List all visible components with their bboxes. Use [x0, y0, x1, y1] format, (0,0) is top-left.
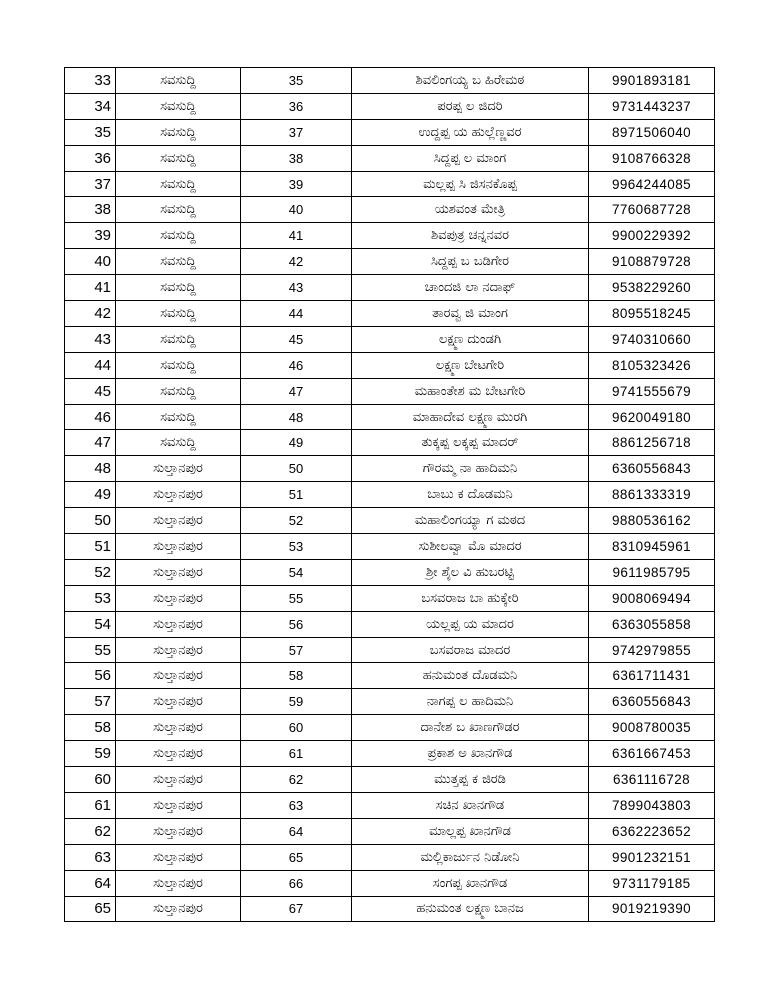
table-row — [65, 197, 715, 223]
serial-number-cell: 39 — [65, 223, 116, 249]
person-name-cell: ಲಕ್ಷ್ಮಣ ದುಂಡಗಿ — [352, 326, 589, 352]
serial-number-cell: 44 — [65, 352, 116, 378]
serial-number-cell: 35 — [65, 119, 116, 145]
entry-number-cell: 65 — [241, 844, 352, 870]
phone-number-cell: 9620049180 — [589, 404, 715, 430]
entry-number-cell: 63 — [241, 792, 352, 818]
person-name-cell: ಹನುಮಂತ ದೊಡಮನಿ — [352, 663, 589, 689]
phone-number-cell: 6361116728 — [589, 767, 715, 793]
table-row — [65, 611, 715, 637]
phone-number-cell: 9741555679 — [589, 378, 715, 404]
phone-number-cell: 8861333319 — [589, 482, 715, 508]
phone-number-cell: 9900229392 — [589, 223, 715, 249]
village-cell: ಸವಸುದ್ದಿ — [116, 275, 241, 301]
entry-number-cell: 56 — [241, 611, 352, 637]
beneficiary-table — [64, 67, 715, 922]
table-row — [65, 792, 715, 818]
person-name-cell: ಮಹಾಲಿಂಗಯ್ಯಾ ಗ ಮಠದ — [352, 508, 589, 534]
table-row — [65, 68, 715, 94]
entry-number-cell: 54 — [241, 559, 352, 585]
phone-number-cell: 9731179185 — [589, 870, 715, 896]
table-row — [65, 404, 715, 430]
person-name-cell: ಸಿದ್ದಪ್ಪ ಲ ಮಾಂಗ — [352, 145, 589, 171]
village-cell: ಸವಸುದ್ದಿ — [116, 430, 241, 456]
phone-number-cell: 8310945961 — [589, 534, 715, 560]
person-name-cell: ಬಸವರಾಜ ಮಾದರ — [352, 637, 589, 663]
table-row — [65, 352, 715, 378]
village-cell: ಸವಸುದ್ದಿ — [116, 326, 241, 352]
village-cell: ಸುಲ್ತಾನಪುರ — [116, 508, 241, 534]
entry-number-cell: 59 — [241, 689, 352, 715]
village-cell: ಸುಲ್ತಾನಪುರ — [116, 456, 241, 482]
person-name-cell: ಬಾಬು ಕ ದೊಡಮನಿ — [352, 482, 589, 508]
entry-number-cell: 44 — [241, 301, 352, 327]
table-row — [65, 896, 715, 922]
phone-number-cell: 6362223652 — [589, 818, 715, 844]
table-row — [65, 249, 715, 275]
phone-number-cell: 8105323426 — [589, 352, 715, 378]
village-cell: ಸುಲ್ತಾನಪುರ — [116, 844, 241, 870]
phone-number-cell: 6360556843 — [589, 456, 715, 482]
phone-number-cell: 8971506040 — [589, 119, 715, 145]
entry-number-cell: 48 — [241, 404, 352, 430]
serial-number-cell: 49 — [65, 482, 116, 508]
person-name-cell: ತಾರವ್ವ ಜಿ ಮಾಂಗ — [352, 301, 589, 327]
table-row — [65, 378, 715, 404]
serial-number-cell: 43 — [65, 326, 116, 352]
serial-number-cell: 42 — [65, 301, 116, 327]
serial-number-cell: 51 — [65, 534, 116, 560]
phone-number-cell: 9008069494 — [589, 585, 715, 611]
phone-number-cell: 6361711431 — [589, 663, 715, 689]
entry-number-cell: 39 — [241, 171, 352, 197]
person-name-cell: ಪ್ರಕಾಶ ಅ ಖಾನಗೌಡ — [352, 741, 589, 767]
serial-number-cell: 59 — [65, 741, 116, 767]
entry-number-cell: 43 — [241, 275, 352, 301]
entry-number-cell: 62 — [241, 767, 352, 793]
phone-number-cell: 6363055858 — [589, 611, 715, 637]
village-cell: ಸವಸುದ್ದಿ — [116, 119, 241, 145]
person-name-cell: ಶಿವಲಿಂಗಯ್ಯ ಬ ಹಿರೇಮಠ — [352, 68, 589, 94]
table-row — [65, 818, 715, 844]
phone-number-cell: 9731443237 — [589, 93, 715, 119]
phone-number-cell: 9611985795 — [589, 559, 715, 585]
phone-number-cell: 9742979855 — [589, 637, 715, 663]
phone-number-cell: 7899043803 — [589, 792, 715, 818]
entry-number-cell: 61 — [241, 741, 352, 767]
serial-number-cell: 54 — [65, 611, 116, 637]
village-cell: ಸುಲ್ತಾನಪುರ — [116, 870, 241, 896]
phone-number-cell: 9108879728 — [589, 249, 715, 275]
entry-number-cell: 60 — [241, 715, 352, 741]
serial-number-cell: 58 — [65, 715, 116, 741]
entry-number-cell: 50 — [241, 456, 352, 482]
serial-number-cell: 55 — [65, 637, 116, 663]
village-cell: ಸುಲ್ತಾನಪುರ — [116, 482, 241, 508]
table-row — [65, 275, 715, 301]
person-name-cell: ಮಲ್ಲಪ್ಪ ಸಿ ಜಿಸನಕೊಪ್ಪ — [352, 171, 589, 197]
serial-number-cell: 36 — [65, 145, 116, 171]
table-row — [65, 844, 715, 870]
serial-number-cell: 34 — [65, 93, 116, 119]
table-row — [65, 119, 715, 145]
person-name-cell: ಮಾಹಾದೇವ ಲಕ್ಷ್ಮಣ ಮುರಗಿ — [352, 404, 589, 430]
village-cell: ಸುಲ್ತಾನಪುರ — [116, 611, 241, 637]
table-row — [65, 767, 715, 793]
village-cell: ಸುಲ್ತಾನಪುರ — [116, 534, 241, 560]
village-cell: ಸವಸುದ್ದಿ — [116, 145, 241, 171]
table-row — [65, 663, 715, 689]
table-row — [65, 689, 715, 715]
table-body — [65, 68, 715, 922]
entry-number-cell: 46 — [241, 352, 352, 378]
entry-number-cell: 55 — [241, 585, 352, 611]
entry-number-cell: 49 — [241, 430, 352, 456]
entry-number-cell: 40 — [241, 197, 352, 223]
village-cell: ಸುಲ್ತಾನಪುರ — [116, 637, 241, 663]
person-name-cell: ಸಚಿನ ಖಾನಗೌಡ — [352, 792, 589, 818]
person-name-cell: ಚಾಂದಜಿ ಲಾ ನದಾಫ್ — [352, 275, 589, 301]
person-name-cell: ಪರಪ್ಪ ಲ ಜಿದರಿ — [352, 93, 589, 119]
village-cell: ಸವಸುದ್ದಿ — [116, 171, 241, 197]
village-cell: ಸವಸುದ್ದಿ — [116, 378, 241, 404]
entry-number-cell: 45 — [241, 326, 352, 352]
table-row — [65, 430, 715, 456]
serial-number-cell: 65 — [65, 896, 116, 922]
phone-number-cell: 9964244085 — [589, 171, 715, 197]
phone-number-cell: 9008780035 — [589, 715, 715, 741]
table-row — [65, 482, 715, 508]
person-name-cell: ಶ್ರೀ ಶೈಲ ವಿ ಹುಬರಟ್ಟಿ — [352, 559, 589, 585]
person-name-cell: ಸುಶೀಲವ್ವಾ ಮೊ ಮಾದರ — [352, 534, 589, 560]
entry-number-cell: 64 — [241, 818, 352, 844]
person-name-cell: ಸಂಗಪ್ಪ ಖಾನಗೌಡ — [352, 870, 589, 896]
village-cell: ಸವಸುದ್ದಿ — [116, 223, 241, 249]
table-row — [65, 870, 715, 896]
village-cell: ಸುಲ್ತಾನಪುರ — [116, 559, 241, 585]
person-name-cell: ಮಹಾಂತೇಶ ಮ ಬೇಟಗೇರಿ — [352, 378, 589, 404]
entry-number-cell: 67 — [241, 896, 352, 922]
serial-number-cell: 38 — [65, 197, 116, 223]
person-name-cell: ಶಿವಪುತ್ರ ಚನ್ನನವರ — [352, 223, 589, 249]
phone-number-cell: 7760687728 — [589, 197, 715, 223]
serial-number-cell: 40 — [65, 249, 116, 275]
table-row — [65, 145, 715, 171]
person-name-cell: ಮುತ್ತಪ್ಪ ಕ ಜಿರಡಿ — [352, 767, 589, 793]
person-name-cell: ಗೌರಮ್ಮ ನಾ ಹಾದಿಮನಿ — [352, 456, 589, 482]
entry-number-cell: 53 — [241, 534, 352, 560]
village-cell: ಸುಲ್ತಾನಪುರ — [116, 741, 241, 767]
serial-number-cell: 52 — [65, 559, 116, 585]
serial-number-cell: 50 — [65, 508, 116, 534]
person-name-cell: ನಾಗಪ್ಪ ಲ ಹಾದಿಮನಿ — [352, 689, 589, 715]
entry-number-cell: 51 — [241, 482, 352, 508]
village-cell: ಸವಸುದ್ದಿ — [116, 249, 241, 275]
phone-number-cell: 8861256718 — [589, 430, 715, 456]
village-cell: ಸವಸುದ್ದಿ — [116, 68, 241, 94]
phone-number-cell: 9740310660 — [589, 326, 715, 352]
table-row — [65, 171, 715, 197]
table-row — [65, 456, 715, 482]
person-name-cell: ಹನುಮಂತ ಲಕ್ಷ್ಮಣ ಬಾನಜ — [352, 896, 589, 922]
person-name-cell: ಸಿದ್ದಪ್ಪ ಬ ಬಡಿಗೇರ — [352, 249, 589, 275]
entry-number-cell: 36 — [241, 93, 352, 119]
table-row — [65, 534, 715, 560]
village-cell: ಸವಸುದ್ದಿ — [116, 93, 241, 119]
entry-number-cell: 52 — [241, 508, 352, 534]
table-row — [65, 508, 715, 534]
phone-number-cell: 6360556843 — [589, 689, 715, 715]
serial-number-cell: 62 — [65, 818, 116, 844]
table-row — [65, 637, 715, 663]
serial-number-cell: 45 — [65, 378, 116, 404]
entry-number-cell: 35 — [241, 68, 352, 94]
entry-number-cell: 38 — [241, 145, 352, 171]
entry-number-cell: 42 — [241, 249, 352, 275]
serial-number-cell: 33 — [65, 68, 116, 94]
entry-number-cell: 47 — [241, 378, 352, 404]
phone-number-cell: 9901893181 — [589, 68, 715, 94]
village-cell: ಸುಲ್ತಾನಪುರ — [116, 896, 241, 922]
village-cell: ಸುಲ್ತಾನಪುರ — [116, 792, 241, 818]
serial-number-cell: 61 — [65, 792, 116, 818]
serial-number-cell: 60 — [65, 767, 116, 793]
village-cell: ಸುಲ್ತಾನಪುರ — [116, 818, 241, 844]
village-cell: ಸುಲ್ತಾನಪುರ — [116, 689, 241, 715]
village-cell: ಸುಲ್ತಾನಪುರ — [116, 663, 241, 689]
village-cell: ಸವಸುದ್ದಿ — [116, 301, 241, 327]
phone-number-cell: 9901232151 — [589, 844, 715, 870]
serial-number-cell: 57 — [65, 689, 116, 715]
entry-number-cell: 58 — [241, 663, 352, 689]
serial-number-cell: 53 — [65, 585, 116, 611]
phone-number-cell: 9880536162 — [589, 508, 715, 534]
serial-number-cell: 56 — [65, 663, 116, 689]
table-row — [65, 741, 715, 767]
serial-number-cell: 63 — [65, 844, 116, 870]
person-name-cell: ತುಕ್ಕಪ್ಪ ಲಕ್ಕಪ್ಪ ಮಾದರ್ — [352, 430, 589, 456]
person-name-cell: ಉದ್ದಪ್ಪ ಯ ಹುಲ್ಲೆಣ್ಣವರ — [352, 119, 589, 145]
person-name-cell: ಯಲ್ಲಪ್ಪ ಯ ಮಾದರ — [352, 611, 589, 637]
phone-number-cell: 9019219390 — [589, 896, 715, 922]
village-cell: ಸುಲ್ತಾನಪುರ — [116, 767, 241, 793]
person-name-cell: ದಾನೇಶ ಬ ಖಾಣಗೌಡರ — [352, 715, 589, 741]
table-row — [65, 93, 715, 119]
serial-number-cell: 46 — [65, 404, 116, 430]
person-name-cell: ಬಸವರಾಜ ಬಾ ಹುಕ್ಕೇರಿ — [352, 585, 589, 611]
table-row — [65, 715, 715, 741]
entry-number-cell: 66 — [241, 870, 352, 896]
table-row — [65, 585, 715, 611]
serial-number-cell: 64 — [65, 870, 116, 896]
table-row — [65, 326, 715, 352]
table-row — [65, 559, 715, 585]
village-cell: ಸುಲ್ತಾನಪುರ — [116, 715, 241, 741]
table-row — [65, 223, 715, 249]
person-name-cell: ಮಾಲ್ಲಪ್ಪ ಖಾನಗೌಡ — [352, 818, 589, 844]
phone-number-cell: 9538229260 — [589, 275, 715, 301]
serial-number-cell: 47 — [65, 430, 116, 456]
village-cell: ಸವಸುದ್ದಿ — [116, 404, 241, 430]
phone-number-cell: 8095518245 — [589, 301, 715, 327]
village-cell: ಸವಸುದ್ದಿ — [116, 197, 241, 223]
serial-number-cell: 37 — [65, 171, 116, 197]
serial-number-cell: 41 — [65, 275, 116, 301]
person-name-cell: ಲಕ್ಷ್ಮಣ ಬೇಟಗೇರಿ — [352, 352, 589, 378]
entry-number-cell: 41 — [241, 223, 352, 249]
phone-number-cell: 9108766328 — [589, 145, 715, 171]
phone-number-cell: 6361667453 — [589, 741, 715, 767]
entry-number-cell: 57 — [241, 637, 352, 663]
village-cell: ಸವಸುದ್ದಿ — [116, 352, 241, 378]
entry-number-cell: 37 — [241, 119, 352, 145]
person-name-cell: ಯಶವಂತ ಮೇತ್ರಿ — [352, 197, 589, 223]
table-row — [65, 301, 715, 327]
serial-number-cell: 48 — [65, 456, 116, 482]
village-cell: ಸುಲ್ತಾನಪುರ — [116, 585, 241, 611]
person-name-cell: ಮಲ್ಲಿಕಾರ್ಜುನ ನಿಡೋನಿ — [352, 844, 589, 870]
